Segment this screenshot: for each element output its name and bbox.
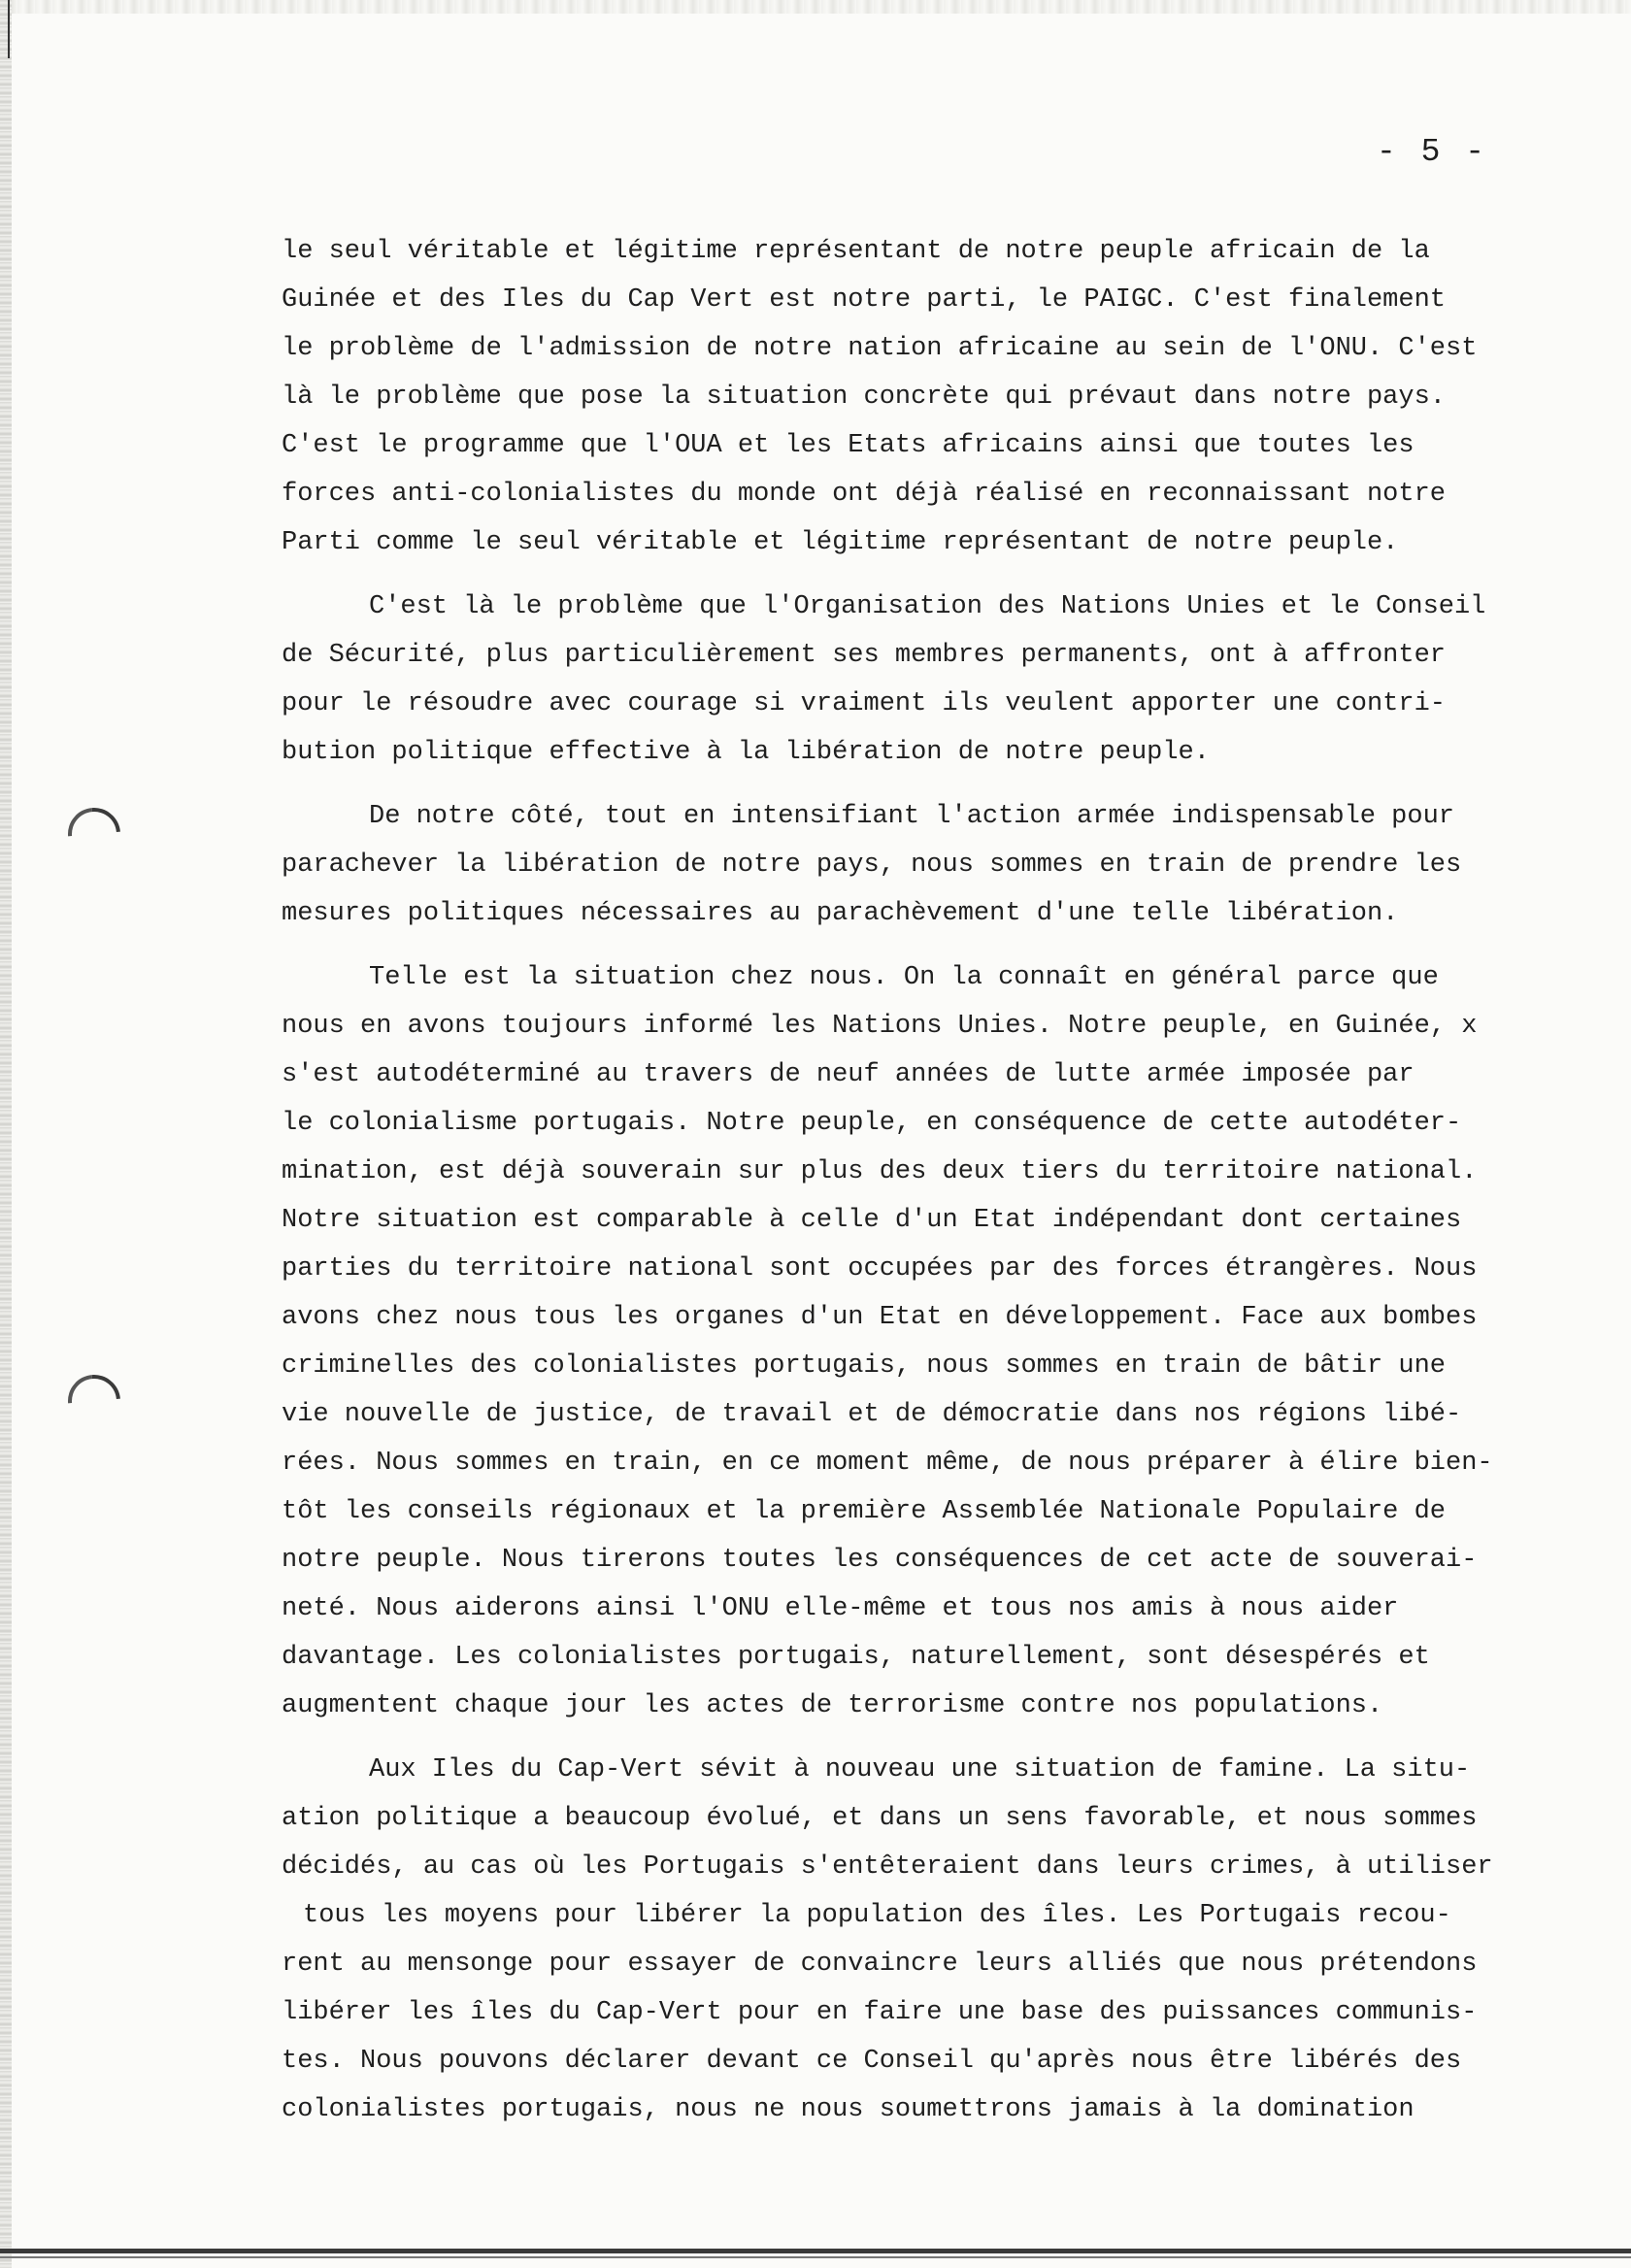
scan-top-edge bbox=[0, 0, 1631, 14]
text-line: de Sécurité, plus particulièrement ses membres permanents, ont à affronter bbox=[282, 641, 1446, 670]
text-line: davantage. Les colonialistes portugais, naturellement, sont désespérés et bbox=[282, 1643, 1430, 1672]
text-line: décidés, au cas où les Portugais s'entêteraient dans leurs crimes, à utiliser bbox=[282, 1852, 1493, 1882]
text-line: Parti comme le seul véritable et légitime représentant de notre peuple. bbox=[282, 528, 1399, 557]
text-line: mination, est déjà souverain sur plus des deux tiers du territoire national. bbox=[282, 1157, 1478, 1186]
paragraph-3 bbox=[282, 792, 1621, 938]
text-line: parachever la libération de notre pays, nous sommes en train de prendre les bbox=[282, 850, 1462, 880]
text-line: Aux Iles du Cap-Vert sévit à nouveau une situation de famine. La situ- bbox=[369, 1755, 1471, 1784]
text-line: augmentent chaque jour les actes de terrorisme contre nos populations. bbox=[282, 1691, 1383, 1720]
text-line: notre peuple. Nous tirerons toutes les conséquences de cet acte de souverai- bbox=[282, 1546, 1478, 1575]
punch-hole-mark bbox=[57, 1364, 131, 1438]
paragraph-2 bbox=[282, 583, 1621, 777]
text-line: C'est là le problème que l'Organisation des Nations Unies et le Conseil bbox=[369, 592, 1486, 621]
text-line: tes. Nous pouvons déclarer devant ce Conseil qu'après nous être libérés des bbox=[282, 2047, 1462, 2076]
text-line: bution politique effective à la libération de notre peuple. bbox=[282, 738, 1210, 767]
text-line: ation politique a beaucoup évolué, et dans un sens favorable, et nous sommes bbox=[282, 1804, 1478, 1833]
text-line: nous en avons toujours informé les Nations Unies. Notre peuple, en Guinée, x bbox=[282, 1012, 1478, 1041]
scan-bottom-rule bbox=[0, 2249, 1631, 2253]
text-line: le problème de l'admission de notre nation africaine au sein de l'ONU. C'est bbox=[282, 334, 1478, 363]
text-line: là le problème que pose la situation concrète qui prévaut dans notre pays. bbox=[282, 383, 1446, 412]
text-line: pour le résoudre avec courage si vraiment ils veulent apporter une contri- bbox=[282, 689, 1446, 718]
document-body bbox=[282, 227, 1621, 2150]
text-line: libérer les îles du Cap-Vert pour en faire une base des puissances communis- bbox=[282, 1998, 1478, 2027]
text-line: Guinée et des Iles du Cap Vert est notre parti, le PAIGC. C'est finalement bbox=[282, 285, 1446, 315]
text-line: criminelles des colonialistes portugais, nous sommes en train de bâtir une bbox=[282, 1351, 1446, 1381]
text-line: vie nouvelle de justice, de travail et de démocratie dans nos régions libé- bbox=[282, 1400, 1462, 1429]
text-line: rent au mensonge pour essayer de convaincre leurs alliés que nous prétendons bbox=[282, 1950, 1478, 1979]
text-line: avons chez nous tous les organes d'un Etat en développement. Face aux bombes bbox=[282, 1303, 1478, 1332]
scan-left-mark bbox=[8, 0, 10, 58]
text-line: le seul véritable et légitime représentant de notre peuple africain de la bbox=[282, 237, 1430, 266]
punch-hole-mark bbox=[57, 797, 131, 871]
paragraph-4 bbox=[282, 953, 1621, 1730]
page-number: - 5 - bbox=[1377, 134, 1488, 170]
text-line: colonialistes portugais, nous ne nous soumettrons jamais à la domination bbox=[282, 2095, 1415, 2124]
scan-left-edge bbox=[0, 0, 12, 2268]
paragraph-1 bbox=[282, 227, 1621, 567]
text-line: Telle est la situation chez nous. On la connaît en général parce que bbox=[369, 963, 1439, 992]
scan-bottom-rule bbox=[0, 2256, 1631, 2258]
text-line: De notre côté, tout en intensifiant l'action armée indispensable pour bbox=[369, 802, 1454, 831]
text-line: forces anti-colonialistes du monde ont déjà réalisé en reconnaissant notre bbox=[282, 480, 1446, 509]
text-line: mesures politiques nécessaires au parachèvement d'une telle libération. bbox=[282, 899, 1399, 928]
text-line: neté. Nous aiderons ainsi l'ONU elle-même et tous nos amis à nous aider bbox=[282, 1594, 1399, 1623]
text-line: C'est le programme que l'OUA et les Etats africains ainsi que toutes les bbox=[282, 431, 1415, 460]
text-line: parties du territoire national sont occupées par des forces étrangères. Nous bbox=[282, 1254, 1478, 1284]
text-line: s'est autodéterminé au travers de neuf années de lutte armée imposée par bbox=[282, 1060, 1415, 1089]
text-line: tous les moyens pour libérer la population des îles. Les Portugais recou- bbox=[303, 1901, 1451, 1930]
text-line: Notre situation est comparable à celle d'un Etat indépendant dont certaines bbox=[282, 1206, 1462, 1235]
text-line: tôt les conseils régionaux et la première Assemblée Nationale Populaire de bbox=[282, 1497, 1446, 1526]
text-line: le colonialisme portugais. Notre peuple, en conséquence de cette autodéter- bbox=[282, 1109, 1462, 1138]
paragraph-5 bbox=[282, 1746, 1621, 2134]
text-line: rées. Nous sommes en train, en ce moment même, de nous préparer à élire bien- bbox=[282, 1449, 1493, 1478]
